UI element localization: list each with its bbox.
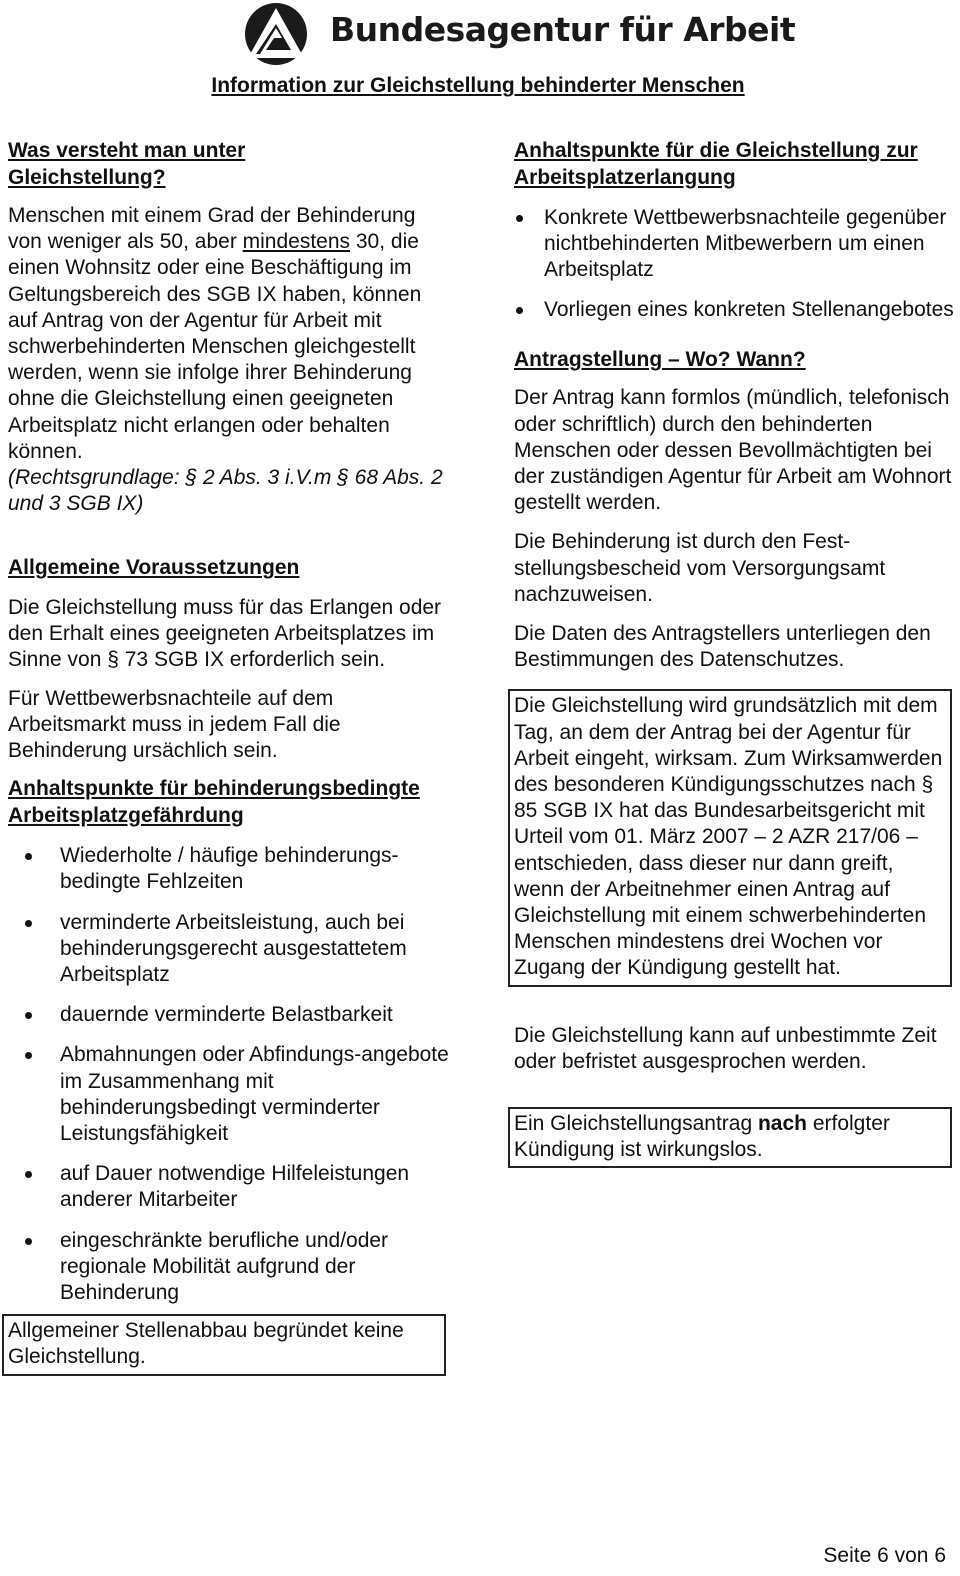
note-box-staff-reduction [2,1314,446,1375]
list-item-text: auf Dauer notwendige Hilfeleistungen anderer Mitarbeiter [60,1162,410,1212]
list-item [8,1228,453,1307]
job-acquisition-list [514,205,954,323]
list-item-text: dauernde verminderte Belastbarkeit [60,1003,393,1027]
section-heading-job-risk: Anhaltspunkte für behinderungsbedingte Arbeitsplatzgefährdung [8,777,420,827]
list-item-text: Abmahnungen oder Abfindungs-angebote im Zusammenhang mit behinderungsbedingt verminderter Leistungsfähigkeit [60,1043,449,1145]
ba-triangle-logo-icon [244,2,308,66]
list-item-text: Vorliegen eines konkreten Stellenangebotes [544,297,954,321]
bullet-icon [25,853,32,860]
application-paragraph-1: Der Antrag kann formlos (mündlich, telefonisch oder schriftlich) durch den behinderten Menschen oder dessen Bevollmächtigten bei der zuständigen Agentur für Arbeit am Wohnort gestellt werden. [514,386,952,515]
list-item [8,910,453,989]
page-header [0,0,960,110]
note-text: Allgemeiner Stellenabbau begründet keine Gleichstellung. [8,1319,404,1369]
section-heading-job-acquisition: Anhaltspunkte für die Gleichstellung zur Arbeitsplatzerlangung [514,139,918,189]
heading-line: Was versteht man unter [8,139,246,162]
list-item-text: verminderte Arbeitsleistung, auch bei behinderungsgerecht ausgestattetem Arbeitsplatz [60,910,407,986]
intro-text: Menschen mit einem Grad der Behinderung von weniger als 50, aber [8,204,416,254]
bullet-icon [516,307,523,314]
note-text-part: Ein Gleichstellungsantrag [514,1111,758,1135]
intro-text: 30, die einen Wohnsitz oder eine Beschäftigung im Geltungsbereich des SGB IX haben, können auf Antrag von der Agentur für Arbeit mit schwerbehinderten Menschen gleichgestellt werden, wenn sie infolge ihrer Behinderung ohne die Gleichstellung einen geeigneten Arbeitsplatz nicht erlangen oder behalten können. [8,230,422,463]
section-heading-what-is [8,138,453,191]
right-column [514,138,954,1168]
emphasis-underlined: mindestens [242,230,351,254]
note-text: Die Gleichstellung wird grundsätzlich mit dem Tag, an dem der Antrag bei der Agentur für Arbeit eingeht, wirksam. Zum Wirksamwerden des besonderen Kündigungsschutzes nach § 85 SGB IX hat das Bundesarbeitsgericht mit Urteil vom 01. März 2007 – 2 AZR 217/06 – entschieden, dass dieser nur dann greift, wenn der Arbeitnehmer einen Antrag auf Gleichstellung mit einem schwerbehinderten Menschen mindestens drei Wochen vor Zugang der Kündigung gestellt hat. [514,694,943,980]
heading-line: Gleichstellung? [8,165,166,189]
note-text [514,1111,946,1163]
intro-paragraph [8,203,453,465]
duration-paragraph: Die Gleichstellung kann auf unbestimmte Zeit oder befristet ausgesprochen werden. [514,1023,937,1073]
list-item-text: Konkrete Wettbewerbsnachteile gegenüber nichtbehinderten Mitbewerbern um einen Arbeitsplatz [544,206,947,282]
list-item [8,1002,453,1028]
note-box-late-application [508,1107,952,1168]
list-item [8,1042,453,1147]
bullet-icon [25,920,32,927]
note-box-effective-date [508,689,952,986]
application-paragraph-3: Die Daten des Antragstellers unterliegen den Bestimmungen des Datenschutzes. [514,621,931,672]
left-column [8,138,453,1376]
list-item-text: Wiederholte / häufige behinderungs-bedingte Fehlzeiten [60,844,399,894]
list-item [514,205,954,284]
document-title: Information zur Gleichstellung behinderter Menschen [211,74,745,97]
emphasis-bold: nach [757,1111,807,1135]
section-heading-application: Antragstellung – Wo? Wann? [514,347,806,371]
list-item-text: eingeschränkte berufliche und/oder regionale Mobilität aufgrund der Behinderung [60,1228,389,1304]
requirements-paragraph-1: Die Gleichstellung muss für das Erlangen oder den Erhalt eines geeigneten Arbeitsplatzes im Sinne von § 73 SGB IX erforderlich sein. [8,595,442,672]
list-item [8,843,453,895]
bullet-icon [25,1171,32,1178]
legal-basis: (Rechtsgrundlage: § 2 Abs. 3 i.V.m § 68 Abs. 2 und 3 SGB IX) [8,466,443,516]
application-paragraph-2: Die Behinderung ist durch den Fest-stellungsbescheid vom Versorgungsamt nachzuweisen. [514,530,886,606]
bullet-icon [25,1052,32,1059]
note-text-part: erfolgter Kündigung ist wirkungslos. [514,1111,890,1162]
list-item [8,1161,453,1213]
requirements-paragraph-2: Für Wettbewerbsnachteile auf dem Arbeitsmarkt muss in jedem Fall die Behinderung ursächlich sein. [8,686,341,762]
bullet-icon [25,1012,32,1019]
section-heading-requirements: Allgemeine Voraussetzungen [8,556,300,580]
org-name: Bundesagentur für Arbeit [330,10,796,49]
job-risk-list [8,843,453,1306]
bullet-icon [25,1238,32,1245]
list-item [514,297,954,323]
bullet-icon [516,215,523,222]
page-number: Seite 6 von 6 [823,1544,946,1567]
